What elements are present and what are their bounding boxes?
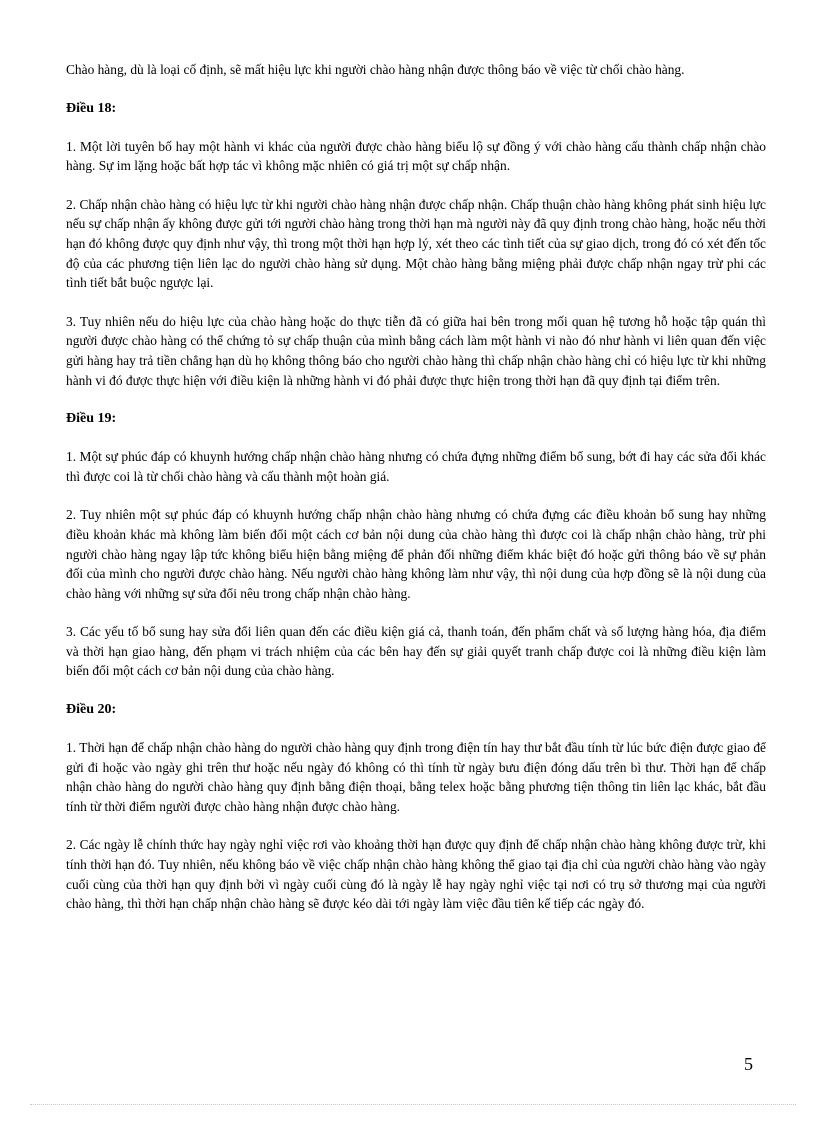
article-18 xyxy=(66,99,766,391)
article-paragraph: 2. Chấp nhận chào hàng có hiệu lực từ khi người chào hàng nhận được chấp nhận. Chấp thuận chào hàng không phát sinh hiệu lực nếu sự chấp nhận ấy không được gửi tới người chào hàng trong thời hạn mà người này đã quy định trong chào hàng, hoặc nếu thời hạn đó không được quy định như vậy, thì trong một thời hạn hợp lý, xét theo các tình tiết của sự giao dịch, trong đó có xét đến tốc độ của các phương tiện liên lạc do người chào hàng sử dụng. Một chào hàng bằng miệng phải được chấp nhận ngay trừ phi các tình tiết bắt buộc ngược lại. xyxy=(66,196,766,291)
article-paragraph: 3. Tuy nhiên nếu do hiệu lực của chào hàng hoặc do thực tiễn đã có giữa hai bên trong mối quan hệ tương hỗ hoặc tập quán thì người được chào hàng có thể chứng tỏ sự chấp thuận của mình bằng cách làm một hành vi nào đó như hành vi liên quan đến việc gửi hàng hay trả tiền chẳng hạn dù họ không thông báo cho người chào hàng thì chấp nhận chào hàng chỉ có hiệu lực từ khi những hành vi đó được thực hiện với điều kiện là những hành vi đó phải được thực hiện trong thời hạn đã quy định tại điểm trên. xyxy=(66,313,766,388)
article-paragraph: 1. Một lời tuyên bố hay một hành vi khác của người được chào hàng biểu lộ sự đồng ý với chào hàng cấu thành chấp nhận chào hàng. Sự im lặng hoặc bất hợp tác vì không mặc nhiên có giá trị một sự chấp nhận. xyxy=(66,138,766,174)
article-19 xyxy=(66,409,766,681)
article-heading: Điều 19: xyxy=(66,411,117,427)
article-heading: Điều 20: xyxy=(66,702,117,718)
article-paragraph: 2. Các ngày lễ chính thức hay ngày nghỉ việc rơi vào khoảng thời hạn được quy định để chấp nhận chào hàng không được trừ, khi tính thời hạn đó. Tuy nhiên, nếu không báo về việc chấp nhận chào hàng không thể giao tại địa chỉ của người chào hàng vào ngày cuối cùng của thời hạn quy định bởi vì ngày cuối cùng đó là ngày lễ hay ngày nghỉ việc tại nơi có trụ sở thương mại của người chào hàng, thì thời hạn chấp nhận chào hàng sẽ được kéo dài tới ngày làm việc đầu tiên kế tiếp các ngày đó. xyxy=(66,837,766,912)
document-body xyxy=(66,60,766,933)
intro-paragraph: Chào hàng, dù là loại cố định, sẽ mất hiệu lực khi người chào hàng nhận được thông báo về việc từ chối chào hàng. xyxy=(66,62,685,77)
article-paragraph: 1. Thời hạn để chấp nhận chào hàng do người chào hàng quy định trong điện tín hay thư bắt đầu tính từ lúc bức điện được giao để gửi đi hoặc vào ngày ghi trên thư hoặc nếu ngày đó không có thì tính từ ngày bưu điện đóng dấu trên bì thư. Thời hạn để chấp nhận chào hàng do người chào hàng quy định bằng điện thoại, bằng telex hoặc bằng phương tiện thông tin liên lạc khác, bắt đầu tính từ thời điểm người được chào hàng nhận được chào hàng. xyxy=(66,740,766,814)
article-paragraph: 2. Tuy nhiên một sự phúc đáp có khuynh hướng chấp nhận chào hàng nhưng có chứa đựng các điều khoản bổ sung hay những điều khoản khác mà không làm biến đổi một cách cơ bản nội dung của chào hàng thì được coi là chấp nhận chào hàng, trừ phi người chào hàng ngay lập tức không biểu hiện bằng miệng để phản đối những điểm khác biệt đó hoặc gửi thông báo về sự phản đối của mình cho người được chào hàng. Nếu người chào hàng không làm như vậy, thì nội dung của hợp đồng sẽ là nội dung của chào hàng với những sự sửa đổi nêu trong chấp nhận chào hàng. xyxy=(66,507,766,601)
article-heading: Điều 18: xyxy=(66,100,117,116)
article-paragraph: 3. Các yếu tố bổ sung hay sửa đổi liên quan đến các điều kiện giá cả, thanh toán, đến phẩm chất và số lượng hàng hóa, địa điểm và thời hạn giao hàng, đến phạm vi trách nhiệm của các bên hay đến sự giải quyết tranh chấp được coi là những điều kiện làm biến đổi một cách cơ bản nội dung của chào hàng. xyxy=(66,624,766,679)
article-20 xyxy=(66,700,766,914)
footer-divider xyxy=(30,1104,796,1105)
page-number: 5 xyxy=(744,1054,753,1074)
article-paragraph: 1. Một sự phúc đáp có khuynh hướng chấp nhận chào hàng nhưng có chứa đựng những điểm bổ sung, bớt đi hay các sửa đổi khác thì được coi là từ chối chào hàng và cấu thành một hoàn giá. xyxy=(66,449,766,484)
